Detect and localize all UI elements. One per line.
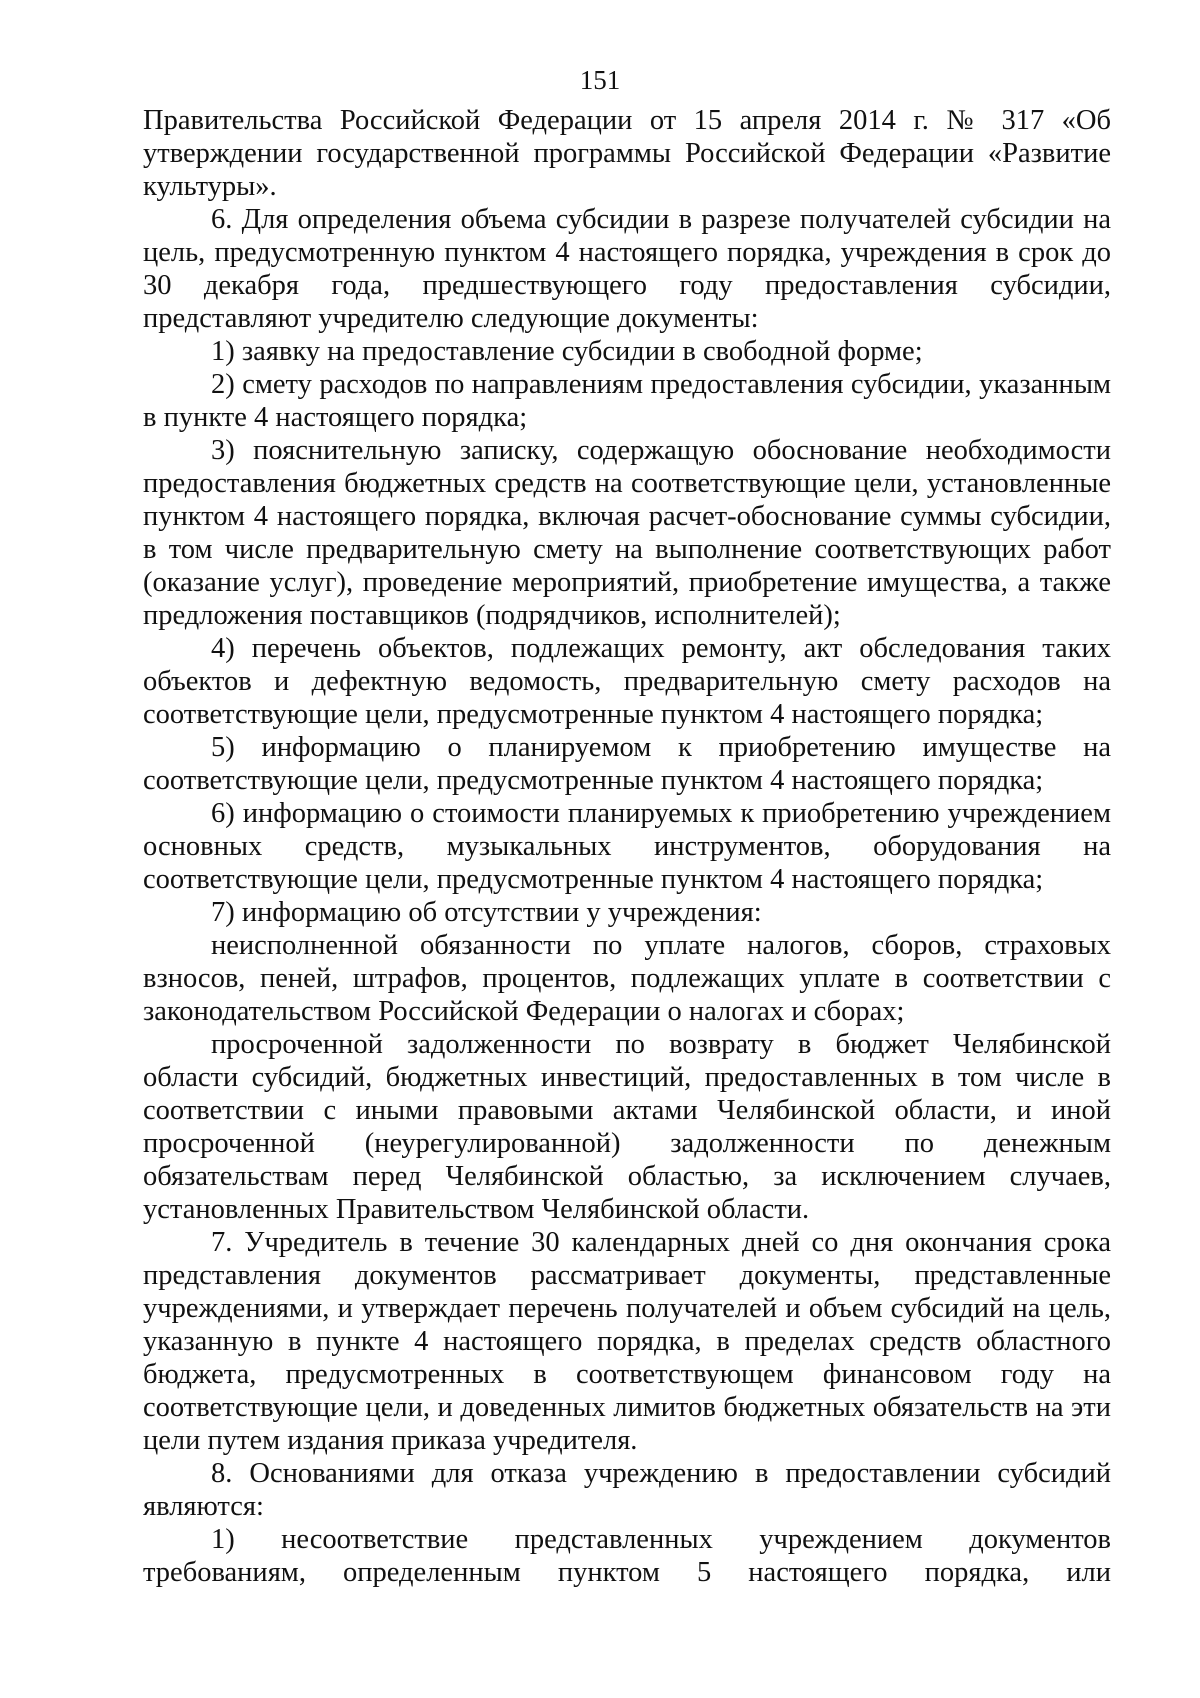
paragraph-subitem-7: 7) информацию об отсутствии у учреждения: <box>211 897 762 928</box>
document-body <box>143 104 1111 1589</box>
paragraph-subitem-3: 3) пояснительную записку, содержащую обоснование необходимости предоставления бюджетных средств на соответствующие цели, установленные пунктом 4 настоящего порядка, включая расчет-обоснование суммы субсидии, в том числе предварительную смету на выполнение соответствующих работ (оказание услуг), проведение мероприятий, приобретение имущества, а также предложения поставщиков (подрядчиков, исполнителей); <box>143 435 1111 631</box>
paragraph-subitem-6: 6) информацию о стоимости планируемых к приобретению учреждением основных средств, музыкальных инструментов, оборудования на соответствующие цели, предусмотренные пунктом 4 настоящего порядка; <box>143 798 1111 895</box>
paragraph-intro: Правительства Российской Федерации от 15 апреля 2014 г. № 317 «Об утверждении государственной программы Российской Федерации «Развитие культуры». <box>143 105 1111 202</box>
paragraph-item-6: 6. Для определения объема субсидии в разрезе получателей субсидии на цель, предусмотренную пунктом 4 настоящего порядка, учреждения в срок до 30 декабря года, предшествующего году предоставления субсидии, представляют учредителю следующие документы: <box>143 204 1111 334</box>
paragraph-item-8-subitem-1: 1) несоответствие представленных учреждением документов требованиям, определенным пунктом 5 настоящего порядка, или <box>143 1524 1111 1588</box>
paragraph-subitem-5: 5) информацию о планируемом к приобретению имуществе на соответствующие цели, предусмотренные пунктом 4 настоящего порядка; <box>143 732 1111 796</box>
page-number: 151 <box>579 65 621 95</box>
paragraph-subitem-7-debts: просроченной задолженности по возврату в бюджет Челябинской области субсидий, бюджетных инвестиций, предоставленных в том числе в соответствии с иными правовыми актами Челябинской области, и иной просроченной (неурегулированной) задолженности по денежным обязательствам перед Челябинской областью, за исключением случаев, установленных Правительством Челябинской области. <box>143 1029 1111 1225</box>
paragraph-subitem-7-taxes: неисполненной обязанности по уплате налогов, сборов, страховых взносов, пеней, штрафов, процентов, подлежащих уплате в соответствии с законодательством Российской Федерации о налогах и сборах; <box>143 930 1111 1027</box>
paragraph-subitem-4: 4) перечень объектов, подлежащих ремонту, акт обследования таких объектов и дефектную ведомость, предварительную смету расходов на соответствующие цели, предусмотренные пунктом 4 настоящего порядка; <box>143 633 1111 730</box>
paragraph-subitem-1: 1) заявку на предоставление субсидии в свободной форме; <box>211 336 923 367</box>
paragraph-item-7: 7. Учредитель в течение 30 календарных дней со дня окончания срока представления документов рассматривает документы, представленные учреждениями, и утверждает перечень получателей и объем субсидий на цель, указанную в пункте 4 настоящего порядка, в пределах средств областного бюджета, предусмотренных в соответствующем финансовом году на соответствующие цели, и доведенных лимитов бюджетных обязательств на эти цели путем издания приказа учредителя. <box>143 1227 1111 1456</box>
paragraph-subitem-2: 2) смету расходов по направлениям предоставления субсидии, указанным в пункте 4 настоящего порядка; <box>143 369 1111 433</box>
paragraph-item-8: 8. Основаниями для отказа учреждению в предоставлении субсидий являются: <box>143 1458 1111 1522</box>
